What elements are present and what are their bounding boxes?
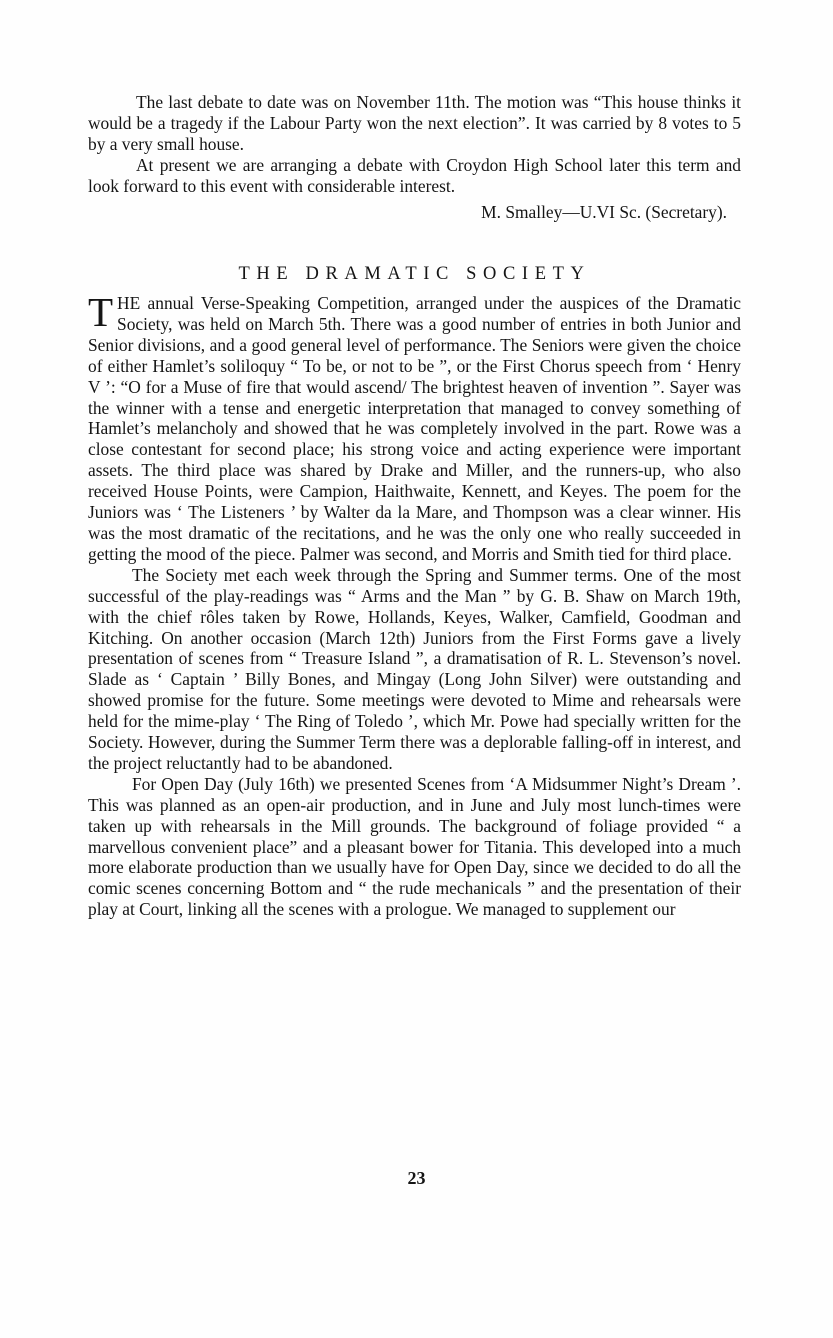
debate-paragraph: At present we are arranging a debate with Croydon High School later this term and look forward to this event with considerable interest. xyxy=(88,154,741,196)
article-paragraph: The Society met each week through the Spring and Summer terms. One of the most successful of the play-readings was “ Arms and the Man ” by G. B. Shaw on March 19th, with the chief rôles taken by Rowe, Hollands, Keyes, Walker, Camfield, Goodman and Kitching. On another occasion (March 12th) Juniors from the First Forms gave a lively presentation of scenes from “ Treasure Island ”, a dramatisation of R. L. Stevenson’s novel. Slade as ‘ Captain ’ Billy Bones, and Mingay (Long John Silver) were outstanding and showed promise for the future. Some meetings were devoted to Mime and rehearsals were held for the mime-play ‘ The Ring of Toledo ’, which Mr. Powe had specially written for the Society. However, during the Summer Term there was a deplorable falling-off in interest, and the project reluctantly had to be abandoned. xyxy=(88,564,741,773)
section-heading: THE DRAMATIC SOCIETY xyxy=(238,264,591,284)
article-paragraph-text: HE annual Verse-Speaking Competition, arranged under the auspices of the Dramatic Society, was held on March 5th. There was a good number of entries in both Junior and Senior divisions, and a good general level of performance. The Seniors were given the choice of either Hamlet’s soliloquy “ To be, or not to be ”, or the First Chorus speech from ‘ Henry V ’: “O for a Muse of fire that would ascend/ The brightest heaven of invention ”. Sayer was the winner with a tense and energetic interpretation that managed to convey something of Hamlet’s melancholy and showed that he was completely involved in the part. Rowe was a close contestant for second place; his strong voice and acting experience were important assets. The third place was shared by Drake and Miller, and the runners-up, who also received House Points, were Campion, Haithwaite, Kennett, and Keyes. The poem for the Juniors was ‘ The Listeners ’ by Walter da la Mare, and Thompson was a clear winner. His was the most dramatic of the recitations, and he was the only one who really succeeded in getting the mood of the piece. Palmer was second, and Morris and Smith tied for third place. xyxy=(88,293,741,564)
secretary-signature: M. Smalley—U.VI Sc. (Secretary). xyxy=(481,202,727,222)
debating-report xyxy=(88,92,741,197)
article-paragraph: For Open Day (July 16th) we presented Scenes from ‘A Midsummer Night’s Dream ’. This was planned as an open-air production, and in June and July most lunch-times were taken up with rehearsals in the Mill grounds. The background of foliage provided “ a marvellous convenient place” and a pleasant bower for Titania. This developed into a much more elaborate production than we usually have for Open Day, since we decided to do all the comic scenes concerning Bottom and “ the rude mechanicals ” and the presentation of their play at Court, linking all the scenes with a prologue. We managed to supplement our xyxy=(88,773,741,920)
drop-cap: T xyxy=(88,289,114,335)
dramatic-society-article xyxy=(88,289,741,920)
article-paragraph xyxy=(88,289,741,565)
debate-paragraph: The last debate to date was on November 11th. The motion was “This house thinks it would be a tragedy if the Labour Party won the next election”. It was carried by 8 votes to 5 by a very small house. xyxy=(88,92,741,154)
page-number: 23 xyxy=(407,1168,426,1188)
